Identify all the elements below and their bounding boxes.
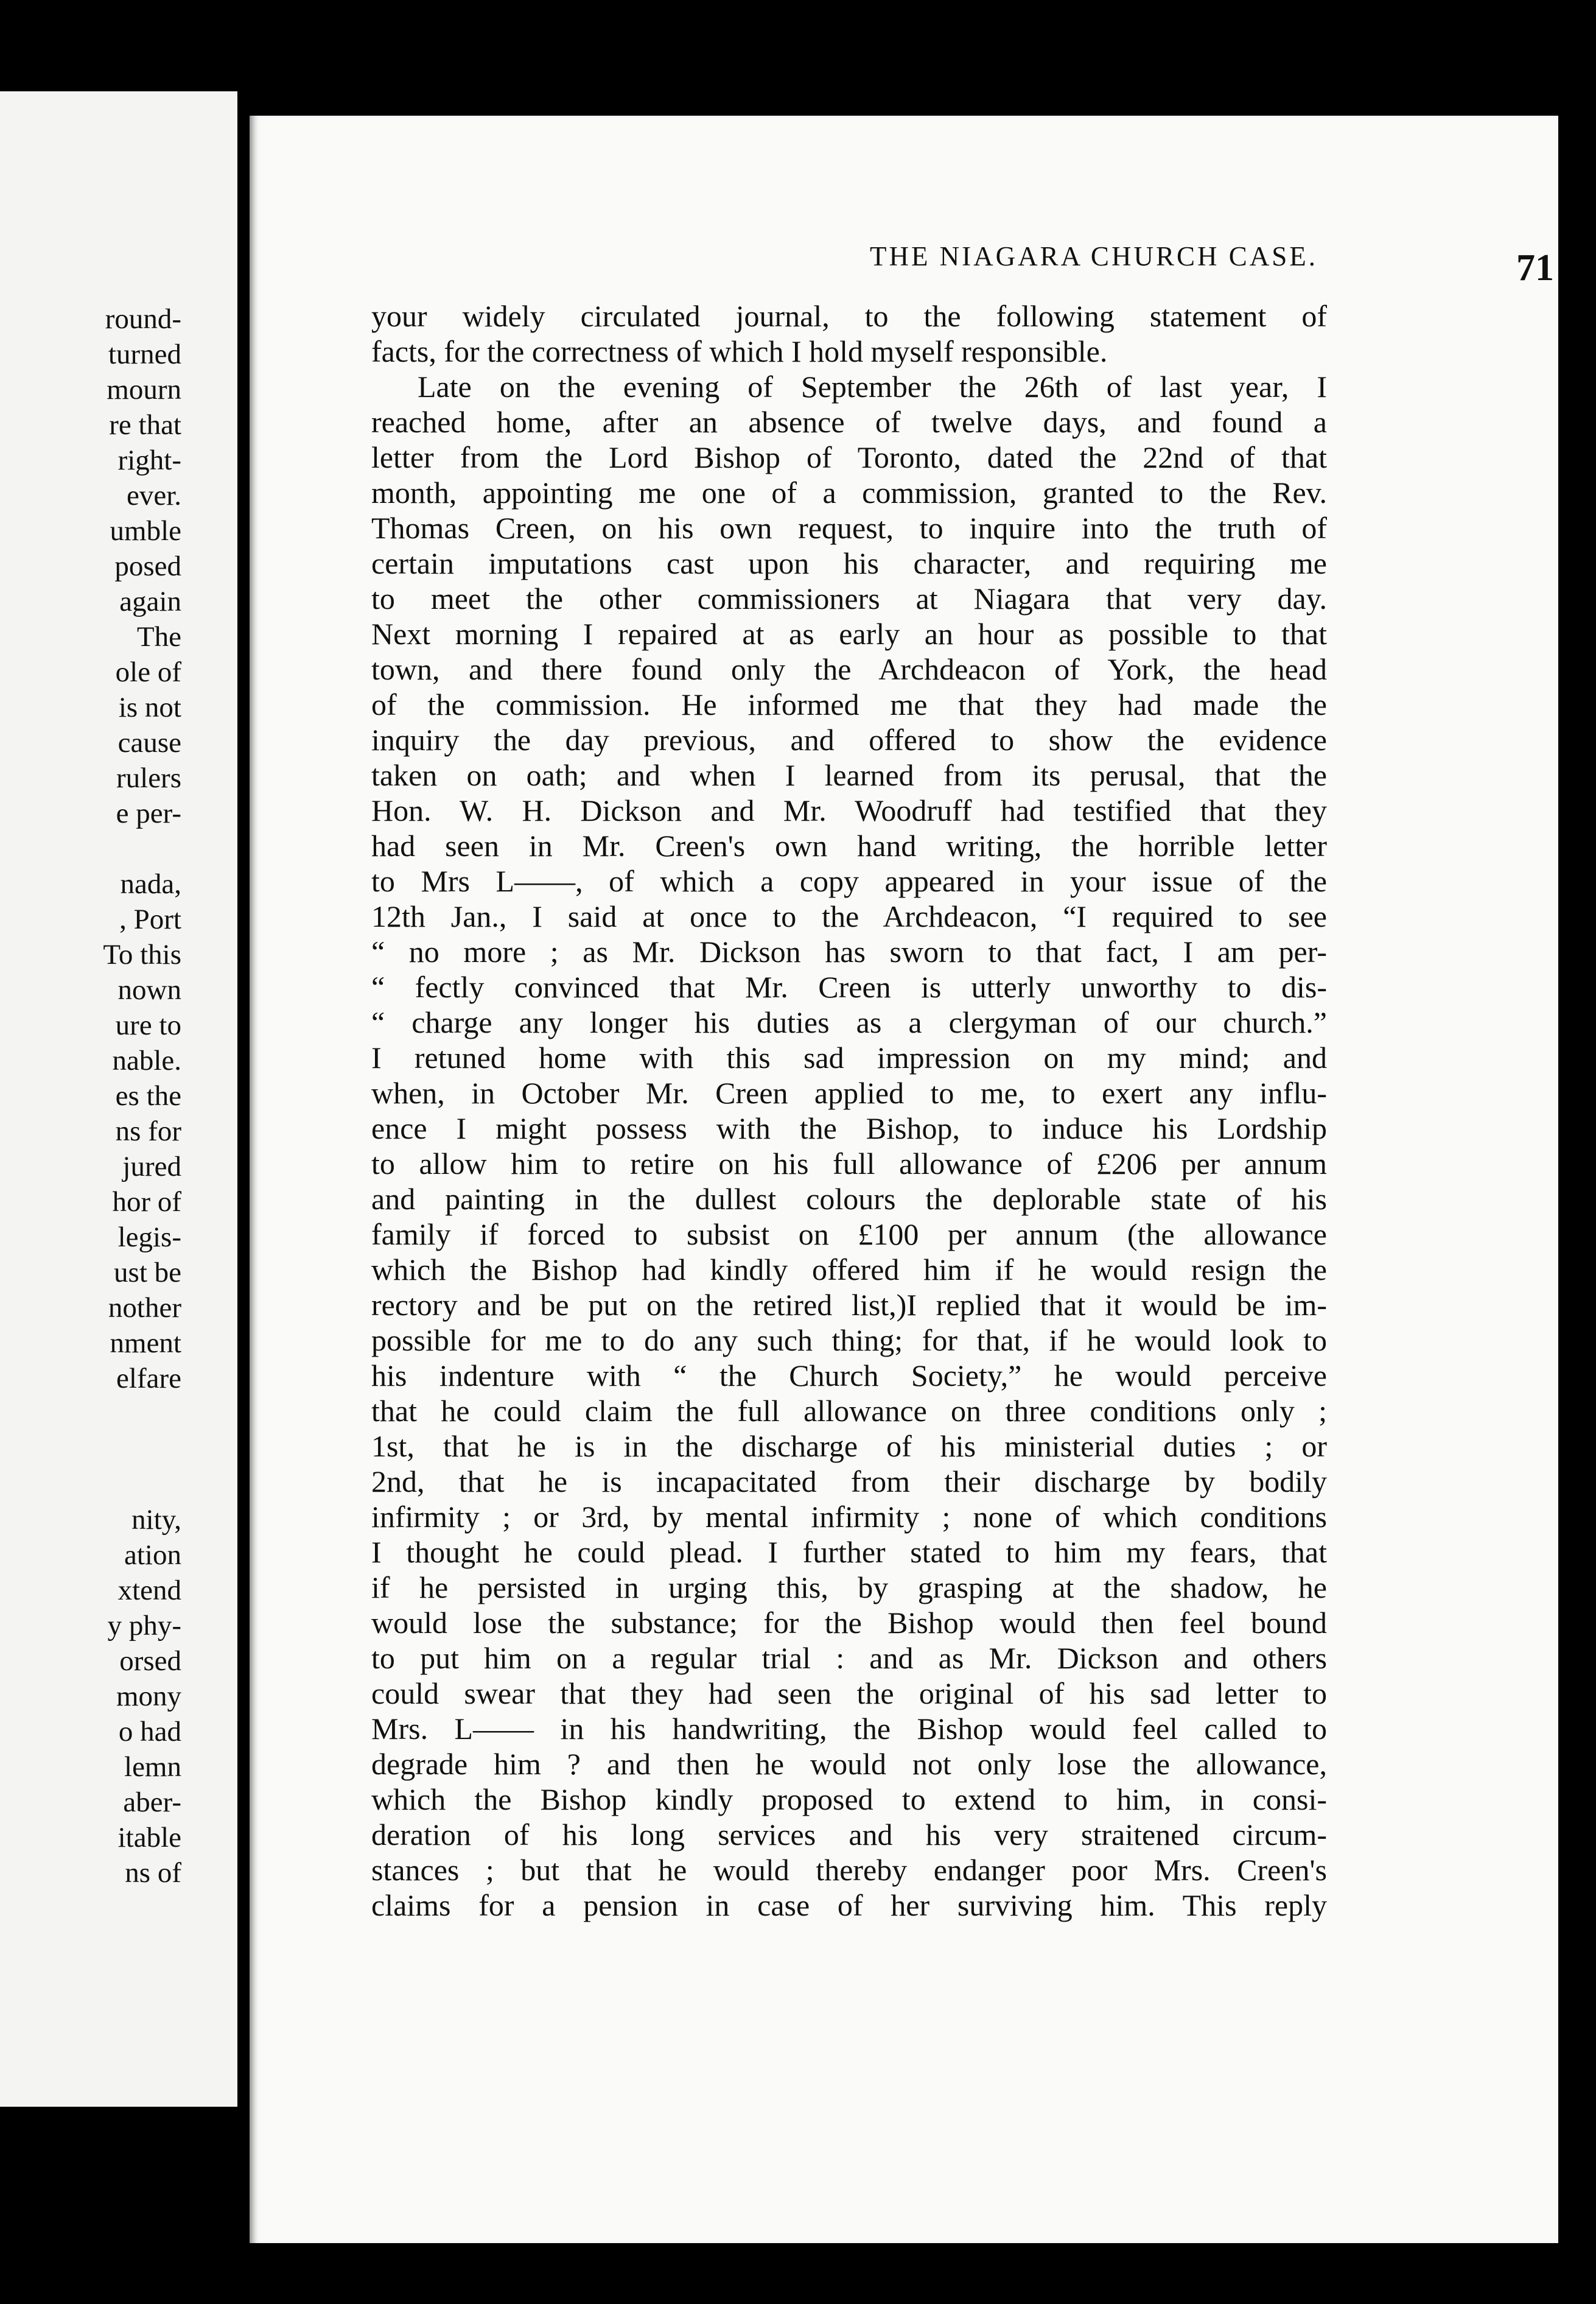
previous-page-line: ole of <box>115 656 181 688</box>
previous-page-line: round- <box>105 303 181 335</box>
text-line: and painting in the dullest colours the deplorable state of his <box>371 1182 1327 1216</box>
text-line: Late on the evening of September the 26th of last year, I <box>418 370 1327 404</box>
text-line: letter from the Lord Bishop of Toronto, dated the 22nd of that <box>371 440 1327 474</box>
text-line: rectory and be put on the retired list,)I replied that it would be im- <box>371 1288 1327 1322</box>
text-line: stances ; but that he would thereby endanger poor Mrs. Creen's <box>371 1853 1327 1887</box>
previous-page-fragment <box>0 91 237 2107</box>
previous-page-line: posed <box>114 550 181 582</box>
previous-page-line: again <box>119 586 181 617</box>
previous-page-line: orsed <box>119 1645 181 1677</box>
previous-page-line: ever. <box>126 480 181 511</box>
previous-page-line: right- <box>117 444 181 476</box>
text-line: your widely circulated journal, to the following statement of <box>371 299 1327 333</box>
previous-page-line: elfare <box>116 1363 181 1394</box>
previous-page-line: lemn <box>124 1751 181 1783</box>
text-line: taken on oath; and when I learned from its perusal, that the <box>371 758 1327 792</box>
text-line: would lose the substance; for the Bishop would then feel bound <box>371 1606 1327 1640</box>
text-line: month, appointing me one of a commission, granted to the Rev. <box>371 476 1327 510</box>
book-page <box>250 116 1558 2243</box>
previous-page-line: xtend <box>117 1575 181 1606</box>
body-text <box>371 298 1327 1923</box>
text-line: when, in October Mr. Creen applied to me, to exert any influ- <box>371 1076 1327 1110</box>
previous-page-line: mony <box>116 1681 181 1712</box>
previous-page-line: legis- <box>117 1221 181 1253</box>
text-line: of the commission. He informed me that they had made the <box>371 687 1327 722</box>
text-line: if he persisted in urging this, by grasping at the shadow, he <box>371 1570 1327 1604</box>
previous-page-line: y phy- <box>107 1610 181 1642</box>
text-line: inquiry the day previous, and offered to show the evidence <box>371 723 1327 757</box>
previous-page-line: ation <box>124 1539 181 1571</box>
text-line: I retuned home with this sad impression on my mind; and <box>371 1041 1327 1075</box>
previous-page-line: mourn <box>107 374 181 406</box>
text-line: Hon. W. H. Dickson and Mr. Woodruff had testified that they <box>371 793 1327 827</box>
text-line: possible for me to do any such thing; for that, if he would look to <box>371 1323 1327 1357</box>
text-line: Mrs. L—— in his handwriting, the Bishop would feel called to <box>371 1712 1327 1746</box>
previous-page-line <box>103 1431 181 1467</box>
text-line: “ fectly convinced that Mr. Creen is utterly unworthy to dis- <box>371 970 1327 1004</box>
text-line: “ charge any longer his duties as a clergyman of our church.” <box>371 1005 1327 1039</box>
text-line: to Mrs L——, of which a copy appeared in your issue of the <box>371 864 1327 898</box>
previous-page-line: umble <box>110 515 181 547</box>
previous-page-line: ns for <box>115 1115 181 1147</box>
previous-page-line: nment <box>110 1327 181 1359</box>
previous-page-line: hor of <box>112 1186 181 1218</box>
previous-page-line: o had <box>118 1716 181 1747</box>
previous-page-line: re that <box>109 409 181 441</box>
previous-page-line: nother <box>108 1292 181 1324</box>
previous-page-line: nable. <box>112 1045 181 1076</box>
text-line: “ no more ; as Mr. Dickson has sworn to that fact, I am per- <box>371 935 1327 969</box>
text-line: degrade him ? and then he would not only lose the allowance, <box>371 1747 1327 1781</box>
previous-page-line: ns of <box>125 1857 181 1889</box>
previous-page-line <box>103 831 181 866</box>
previous-page-line: e per- <box>116 798 181 829</box>
previous-page-line: ust be <box>114 1257 181 1288</box>
text-line: facts, for the correctness of which I hold myself responsible. <box>371 334 1108 368</box>
text-line: Next morning I repaired at as early an hour as possible to that <box>371 617 1327 651</box>
previous-page-line: cause <box>117 727 181 759</box>
previous-page-text <box>103 301 181 1891</box>
previous-page-line: es the <box>115 1080 181 1112</box>
running-head: THE NIAGARA CHURCH CASE. <box>869 241 1318 272</box>
text-line: 12th Jan., I said at once to the Archdeacon, “I required to see <box>371 899 1327 933</box>
previous-page-line: rulers <box>116 762 181 794</box>
text-line: which the Bishop had kindly offered him if he would resign the <box>371 1252 1327 1287</box>
previous-page-line: turned <box>108 339 181 370</box>
text-line: ence I might possess with the Bishop, to induce his Lordship <box>371 1111 1327 1145</box>
text-line: certain imputations cast upon his character, and requiring me <box>371 546 1327 580</box>
text-line: Thomas Creen, on his own request, to inquire into the truth of <box>371 511 1327 545</box>
text-line: deration of his long services and his very straitened circum- <box>371 1818 1327 1852</box>
text-line: I thought he could plead. I further stated to him my fears, that <box>371 1535 1327 1569</box>
text-line: which the Bishop kindly proposed to extend to him, in consi- <box>371 1782 1327 1816</box>
previous-page-line <box>103 1467 181 1502</box>
previous-page-line: is not <box>118 692 181 723</box>
text-line: 2nd, that he is incapacitated from their discharge by bodily <box>371 1464 1327 1498</box>
text-line: family if forced to subsist on £100 per annum (the allowance <box>371 1217 1327 1251</box>
text-line: reached home, after an absence of twelve days, and found a <box>371 405 1327 439</box>
text-line: town, and there found only the Archdeacon of York, the head <box>371 652 1327 686</box>
text-line: could swear that they had seen the original of his sad letter to <box>371 1676 1327 1710</box>
text-line: infirmity ; or 3rd, by mental infirmity ; none of which conditions <box>371 1500 1327 1534</box>
previous-page-line <box>103 1396 181 1431</box>
previous-page-line: , Port <box>119 904 181 935</box>
previous-page-line: nada, <box>120 868 181 900</box>
previous-page-line: itable <box>117 1822 181 1853</box>
text-line: to allow him to retire on his full allowance of £206 per annum <box>371 1147 1327 1181</box>
text-line: 1st, that he is in the discharge of his ministerial duties ; or <box>371 1429 1327 1463</box>
text-line: had seen in Mr. Creen's own hand writing, the horrible letter <box>371 829 1327 863</box>
previous-page-line: The <box>136 621 181 653</box>
text-line: that he could claim the full allowance on three conditions only ; <box>371 1394 1327 1428</box>
text-line: to put him on a regular trial : and as Mr. Dickson and others <box>371 1641 1327 1675</box>
page-number: 71 <box>1516 247 1554 289</box>
previous-page-line: jured <box>122 1151 181 1182</box>
text-line: his indenture with “ the Church Society,” he would perceive <box>371 1358 1327 1393</box>
previous-page-line: ure to <box>115 1010 181 1041</box>
previous-page-line: To this <box>103 939 181 971</box>
previous-page-line: nity, <box>131 1504 181 1536</box>
previous-page-line: aber- <box>123 1786 181 1818</box>
text-line: claims for a pension in case of her surviving him. This reply <box>371 1888 1327 1922</box>
previous-page-line: nown <box>117 974 181 1006</box>
text-line: to meet the other commissioners at Niagara that very day. <box>371 581 1327 616</box>
